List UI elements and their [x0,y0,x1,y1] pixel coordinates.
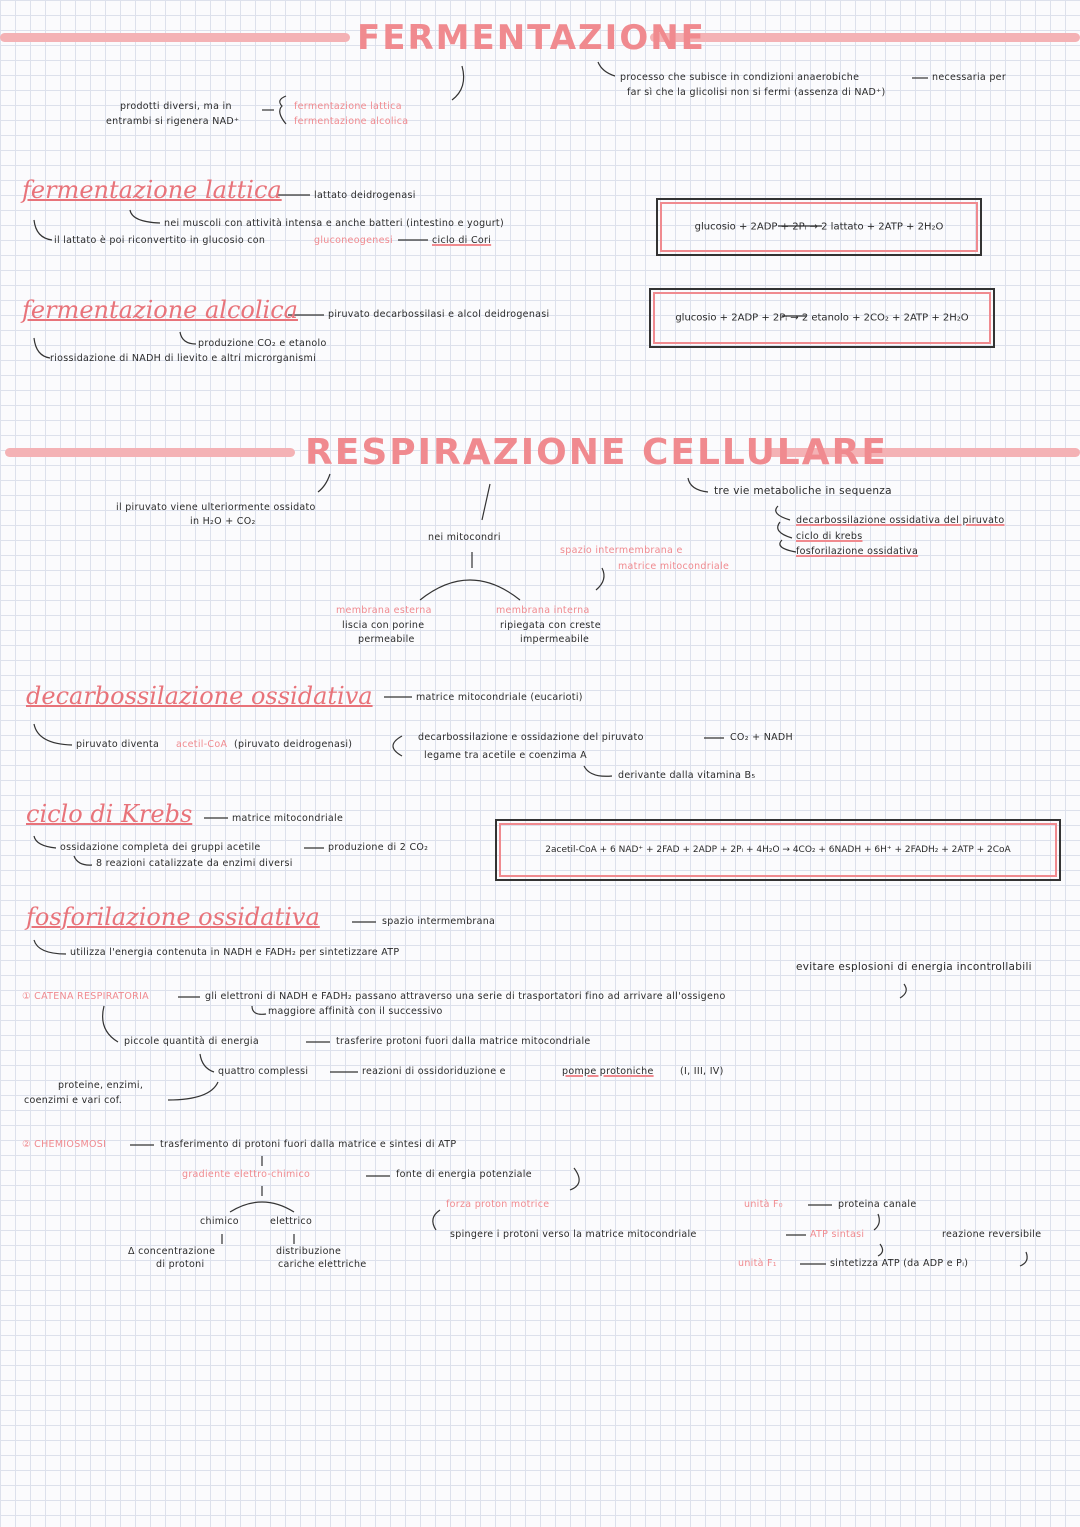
acetyl-coa-label: acetil-CoA [176,739,228,750]
type-alcoholic: fermentazione alcolica [294,116,409,127]
process-description: processo che subisce in condizioni anaerobiche [620,72,860,83]
step-1-result: CO₂ + NADH [730,732,793,743]
lactic-reconvert: il lattato è poi riconvertito in glucosio con [54,235,266,246]
title-band-right [650,33,1080,42]
outer-membrane-line-1: liscia con porine [342,620,425,631]
respiratory-chain-text: gli elettroni di NADH e FADH₂ passano attraverso una serie di trasportatori fino ad arrivare all'ossigeno [205,991,726,1002]
concentration-line-2: di protoni [156,1259,205,1270]
krebs-heading: ciclo di Krebs [26,800,193,828]
distribution-line-2: cariche elettriche [278,1259,367,1270]
synthesizes-atp: sintetizza ATP (da ADP e Pᵢ) [830,1258,969,1269]
avoid-explosions: evitare esplosioni di energia incontrollabili [796,961,1032,973]
krebs-equation: 2acetil-CoA + 6 NAD⁺ + 2FAD + 2ADP + 2Pᵢ + 4H₂O → 4CO₂ + 6NADH + 6H⁺ + 2FADH₂ + 2ATP + 2CoA [545,845,1011,855]
alcoholic-enzymes: piruvato decarbossilasi e alcol deidrogenasi [328,309,550,320]
necessary-label: necessaria per [932,72,1007,83]
pyruvate-dehydrogenase: (piruvato deidrogenasi) [234,739,353,750]
lactic-where: nei muscoli con attività intensa e anche batteri (intestino e yogurt) [164,218,504,229]
inner-membrane-title: membrana interna [496,605,590,616]
chemiosmosis-label: ② CHEMIOSMOSI [22,1139,107,1150]
affinity-note: maggiore affinità con il successivo [268,1006,443,1017]
respiratory-chain-label: ① CATENA RESPIRATORIA [22,991,149,1002]
small-energy-note: piccole quantità di energia [124,1036,259,1047]
vitamin-note: derivante dalla vitamina B₅ [618,770,756,781]
distribution-line-1: distribuzione [276,1246,342,1257]
products-line-1: prodotti diversi, ma in [120,101,232,112]
electric-label: elettrico [270,1216,313,1227]
krebs-co2: produzione di 2 CO₂ [328,842,429,853]
potential-energy: fonte di energia potenziale [396,1169,532,1180]
products-line-2: entrambi si rigenera NAD⁺ [106,116,240,127]
krebs-equation-box [495,819,1061,881]
proton-pumps: pompe protoniche [562,1066,654,1077]
mitochondria-label: nei mitocondri [428,532,501,543]
intermembrane-line-2: matrice mitocondriale [618,561,730,572]
decarboxylation-step-1: decarbossilazione e ossidazione del piruvato [418,732,644,743]
alcoholic-heading: fermentazione alcolica [22,296,298,324]
lactic-equation-box [656,198,982,256]
alcoholic-equation: glucosio + 2ADP + 2Pᵢ → 2 etanolo + 2CO₂ + 2ATP + 2H₂O [675,312,969,324]
fo-unit: unità F₀ [744,1199,783,1210]
proton-motive-force: forza proton motrice [446,1199,550,1210]
phosphorylation-heading: fosforilazione ossidativa [26,903,320,931]
respiration-title: RESPIRAZIONE CELLULARE [305,432,888,473]
alcoholic-reoxidation: riossidazione di NADH di lievito e altri microrganismi [50,353,317,364]
reversible-reaction: reazione reversibile [942,1229,1042,1240]
inner-membrane-line-2: impermeabile [520,634,590,645]
lactic-enzyme: lattato deidrogenasi [314,190,416,201]
krebs-oxidation: ossidazione completa dei gruppi acetile [60,842,261,853]
outer-membrane-line-2: permeabile [358,634,415,645]
cori-cycle-label: ciclo di Cori [432,235,492,246]
concentration-line-1: Δ concentrazione [128,1246,216,1257]
inner-membrane-line-1: ripiegata con creste [500,620,601,631]
proteins-line-1: proteine, enzimi, [58,1080,144,1091]
atp-synthase: ATP sintasi [810,1229,865,1240]
alcoholic-equation-box [649,288,995,348]
proteins-line-2: coenzimi e vari cof. [24,1095,123,1106]
phosphorylation-location: spazio intermembrana [382,916,496,927]
redox-reactions: reazioni di ossidoriduzione e [362,1066,506,1077]
lactic-equation: glucosio + 2ADP + 2Pᵢ → 2 lattato + 2ATP + 2H₂O [694,221,944,233]
channel-protein: proteina canale [838,1199,917,1210]
title-band-left [0,33,350,42]
lactic-heading: fermentazione lattica [22,176,282,204]
gradient-label: gradiente elettro-chimico [182,1169,311,1180]
transfer-protons: trasferire protoni fuori dalla matrice mitocondriale [336,1036,591,1047]
decarboxylation-location: matrice mitocondriale (eucarioti) [416,692,583,703]
type-lactic: fermentazione lattica [294,101,402,112]
pyruvate-oxidized-1: il piruvato viene ulteriormente ossidato [116,502,316,513]
alcoholic-production: produzione CO₂ e etanolo [198,338,327,349]
pathways-label: tre vie metaboliche in sequenza [714,485,892,497]
glycolysis-note: far sì che la glicolisi non si fermi (assenza di NAD⁺) [627,87,886,98]
krebs-reactions: 8 reazioni catalizzate da enzimi diversi [96,858,293,869]
pathway-3: fosforilazione ossidativa [796,546,919,557]
phosphorylation-uses: utilizza l'energia contenuta in NADH e FADH₂ per sintetizzare ATP [70,947,400,958]
gluconeogenesis-label: gluconeogenesi [314,235,393,246]
pathway-2: ciclo di krebs [796,531,863,542]
outer-membrane-title: membrana esterna [336,605,432,616]
fermentazione-title: FERMENTAZIONE [357,18,706,58]
pathway-1: decarbossilazione ossidativa del piruvato [796,515,1005,526]
complex-numerals: (I, III, IV) [680,1066,724,1077]
chemical-label: chimico [200,1216,239,1227]
f1-unit: unità F₁ [738,1258,777,1269]
title-band-left-2 [5,448,295,457]
chemiosmosis-text: trasferimento di protoni fuori dalla matrice e sintesi di ATP [160,1139,457,1150]
intermembrane-line-1: spazio intermembrana e [560,545,683,556]
decarboxylation-heading: decarbossilazione ossidativa [26,682,373,710]
decarboxylation-step-2: legame tra acetile e coenzima A [424,750,587,761]
pyruvate-becomes: piruvato diventa [76,739,160,750]
pyruvate-oxidized-2: in H₂O + CO₂ [190,516,256,527]
four-complexes: quattro complessi [218,1066,309,1077]
krebs-location: matrice mitocondriale [232,813,344,824]
push-protons: spingere i protoni verso la matrice mitocondriale [450,1229,697,1240]
